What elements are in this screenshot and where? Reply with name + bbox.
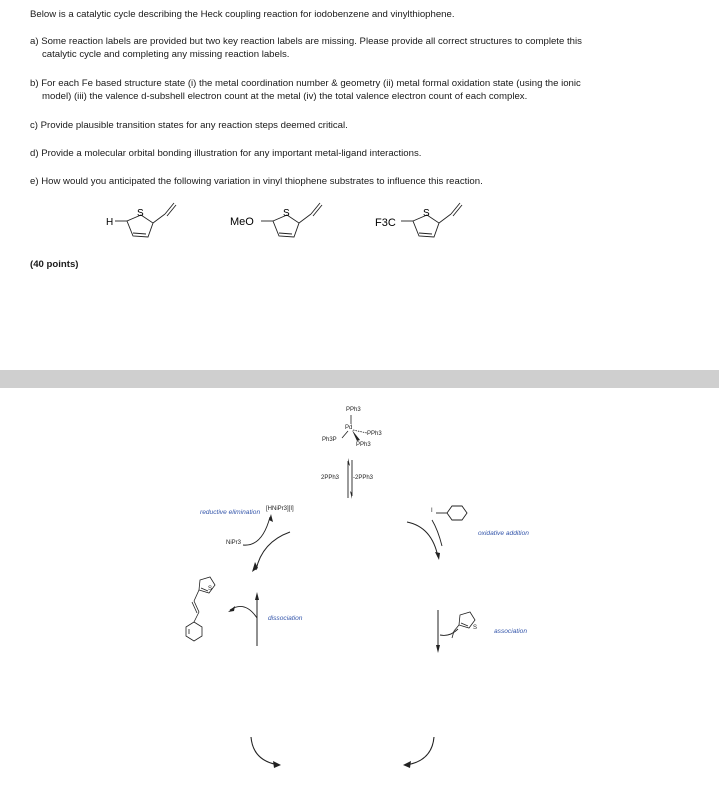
pd-top-ligand: PPh3 (346, 407, 361, 413)
question-e: e) How would you anticipated the following variation in vinyl thiophene substrates to influence this reaction. (30, 176, 483, 187)
pd-complex-bonds (330, 410, 380, 450)
question-b: b) For each Fe based structure state (i) the metal coordination number & geometry (ii) metal formal oxidation state (using the ionic model) (iii) the valence d-subshell electron count at the metal (iv) the total valence electron count of each complex. (30, 78, 581, 102)
ligand-add-label: 2PPh3 (321, 475, 340, 481)
product-sulfur-label: S (208, 586, 213, 592)
dissociation-arrow (225, 590, 265, 650)
pd-right-ligand: PPh3 (367, 431, 382, 437)
section-divider (0, 370, 719, 388)
reductive-elimination-arrow (240, 512, 300, 574)
oxidative-addition-label: oxidative addition (478, 530, 529, 537)
bottom-right-arrow (398, 733, 442, 773)
substrate-h (100, 200, 200, 250)
question-d: d) Provide a molecular orbital bonding illustration for any important metal-ligand interactions. (30, 148, 422, 159)
association-label: association (494, 628, 527, 635)
amine-label: NiPr3 (226, 540, 242, 546)
ligand-loss-label: -2PPh3 (353, 475, 374, 481)
substituent-label: H (106, 217, 114, 228)
oxidative-addition-arrow (402, 502, 472, 562)
pd-metal: Pd (345, 425, 353, 431)
question-c: c) Provide plausible transition states for any reaction steps deemed critical. (30, 120, 348, 131)
substrate-f3c (372, 200, 492, 250)
dissociation-label: dissociation (268, 615, 303, 622)
sulfur-label: S (423, 208, 430, 219)
substrate-meo (228, 200, 348, 250)
sulfur-label: S (137, 208, 144, 219)
iodo-label: I (431, 508, 433, 514)
bottom-left-arrow (245, 733, 285, 773)
question-a: a) Some reaction labels are provided but two key reaction labels are missing. Please provide all correct structures to complete this catalytic cycle and completing any missing reaction labels. (30, 36, 582, 60)
pd-left-ligand: Ph3P (322, 437, 337, 443)
equilibrium-arrow (344, 458, 356, 500)
pd-bottom-ligand: PPh3 (356, 442, 371, 448)
association-arrow (430, 605, 490, 655)
substituent-label: MeO (230, 216, 254, 228)
reductive-elimination-label: reductive elimination (200, 509, 261, 516)
intro-text: Below is a catalytic cycle describing the Heck coupling reaction for iodobenzene and vinylthiophene. (30, 9, 455, 20)
ammonium-salt-label: [HNiPr3][I] (266, 506, 294, 512)
substituent-label: F3C (375, 217, 396, 229)
points-label: (40 points) (30, 259, 79, 270)
assoc-sulfur-label: S (473, 625, 478, 631)
heck-product-structure (180, 574, 222, 646)
sulfur-label: S (283, 208, 290, 219)
